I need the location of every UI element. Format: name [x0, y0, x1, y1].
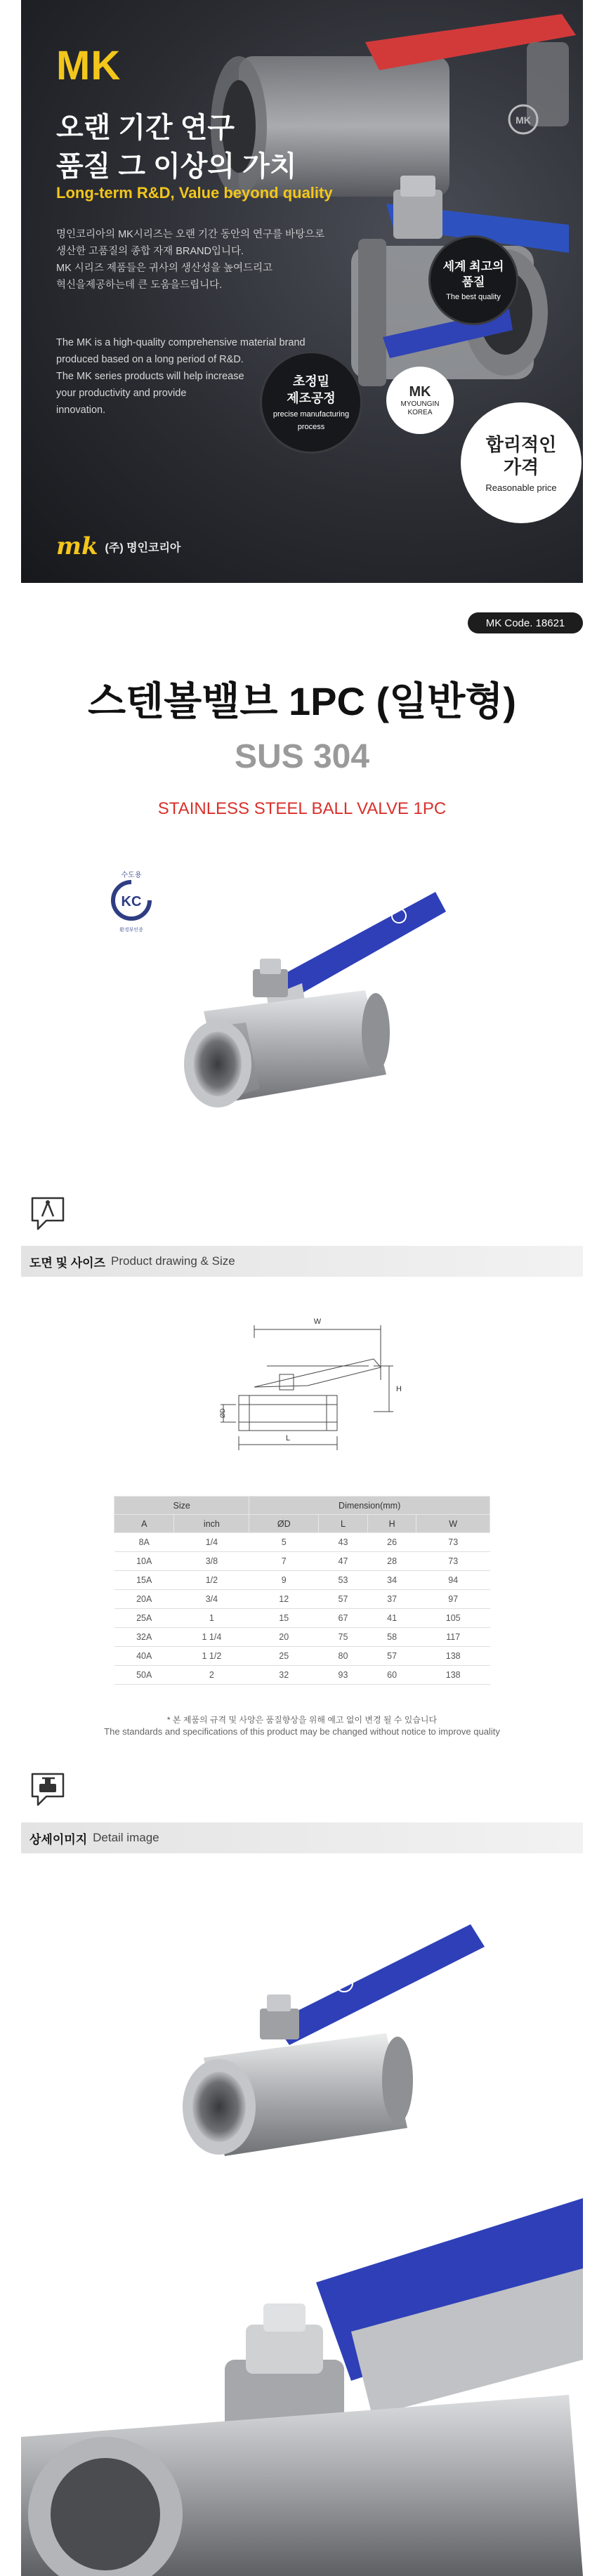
table-row: 25A 1 15 67 41 105 [114, 1609, 490, 1628]
technical-drawing [218, 1310, 407, 1457]
detail-image-closeup [21, 2184, 583, 2576]
kc-sub-label: 환경부인증 [119, 928, 143, 933]
table-group-size: Size [114, 1497, 249, 1515]
drawing-label-od: ØD [219, 1408, 226, 1418]
company-logo [56, 532, 180, 560]
svg-text:KC: KC [121, 894, 142, 909]
badge-precise-manufacturing: 초정밀 제조공정 precise manufacturing process [260, 351, 362, 454]
table-header-w: W [416, 1515, 490, 1533]
section-header-detail [21, 1822, 583, 1853]
hero-english-paragraph: The MK is a high-quality comprehensive material brand produced based on a long period of R&D. The MK series products will help increase your productivity and provide innovation. [56, 337, 306, 416]
kc-logo-icon [110, 879, 152, 921]
table-header-od: ØD [249, 1515, 319, 1533]
drawing-label-w: W [313, 1317, 322, 1326]
mk-logo-mark: mk [56, 532, 98, 560]
section-title-ko: 상세이미지 [29, 1832, 88, 1846]
badge-myoungin-korea: MK MYOUNGIN KOREA [386, 367, 454, 434]
table-header-h: H [367, 1515, 416, 1533]
section-header-drawing [21, 1246, 583, 1277]
dimension-table [114, 1496, 490, 1685]
notice-korean: * 본 제품의 규격 및 사양은 품질향상을 위해 예고 없이 변경 될 수 있습니다 [166, 1715, 438, 1725]
product-english-name: STAINLESS STEEL BALL VALVE 1PC [157, 799, 447, 818]
drawing-compass-icon [28, 1194, 67, 1233]
table-header-a: A [114, 1515, 174, 1533]
table-header-l: L [319, 1515, 368, 1533]
hero-korean-paragraph: 명인코리아의 MK시리즈는 오랜 기간 동안의 연구를 바탕으로 생산한 고품질의 종합 자재 BRAND입니다. MK 시리즈 제품들은 귀사의 생산성을 높여드리고 혁신을제공하는데 큰 도움을드립니다. [56, 229, 325, 291]
hero-banner [21, 0, 583, 583]
detail-valve-icon [28, 1770, 67, 1809]
section-title-ko: 도면 및 사이즈 [29, 1256, 105, 1270]
table-group-dimension: Dimension(mm) [249, 1497, 490, 1515]
table-row: 8A 1/4 5 43 26 73 [114, 1533, 490, 1552]
hero-headline-2: 품질 그 이상의 가치 [56, 151, 297, 182]
detail-image-full [162, 1896, 499, 2163]
drawing-label-l: L [285, 1434, 291, 1443]
hero-headline-1: 오랜 기간 연구 [56, 112, 235, 143]
table-row: 10A 3/8 7 47 28 73 [114, 1552, 490, 1571]
product-grade: SUS 304 [234, 738, 370, 775]
table-row: 40A 1 1/2 25 80 57 138 [114, 1647, 490, 1666]
table-row: 15A 1/2 9 53 34 94 [114, 1571, 490, 1590]
notice-english: The standards and specifications of this product may be changed without notice to improve quality [104, 1726, 500, 1737]
company-name: (주) 명인코리아 [105, 541, 181, 554]
svg-text:MK: MK [516, 114, 531, 126]
table-header-inch: inch [174, 1515, 249, 1533]
section-title-en: Product drawing & Size [110, 1254, 235, 1268]
hero-brand: MK [56, 43, 122, 88]
table-header-row [114, 1515, 490, 1533]
badge-best-quality: 세계 최고의 품질 The best quality [428, 235, 518, 325]
hero-subtitle: Long-term R&D, Value beyond quality [56, 184, 333, 202]
drawing-label-h: H [396, 1385, 402, 1393]
product-code-badge: MK Code. 18621 [468, 612, 583, 633]
table-group-header-row [114, 1497, 490, 1515]
product-title: 스텐볼밸브 1PC (일반형) [87, 679, 517, 723]
kc-certification-mark [110, 869, 152, 933]
badge-reasonable-price: 합리적인 가격 Reasonable price [461, 402, 582, 523]
section-title-en: Detail image [93, 1831, 159, 1844]
table-row: 20A 3/4 12 57 37 97 [114, 1590, 490, 1609]
table-row: 32A 1 1/4 20 75 58 117 [114, 1628, 490, 1647]
kc-top-label: 수도용 [121, 872, 142, 879]
main-product-image [162, 864, 457, 1131]
table-row: 50A 2 32 93 60 138 [114, 1666, 490, 1685]
